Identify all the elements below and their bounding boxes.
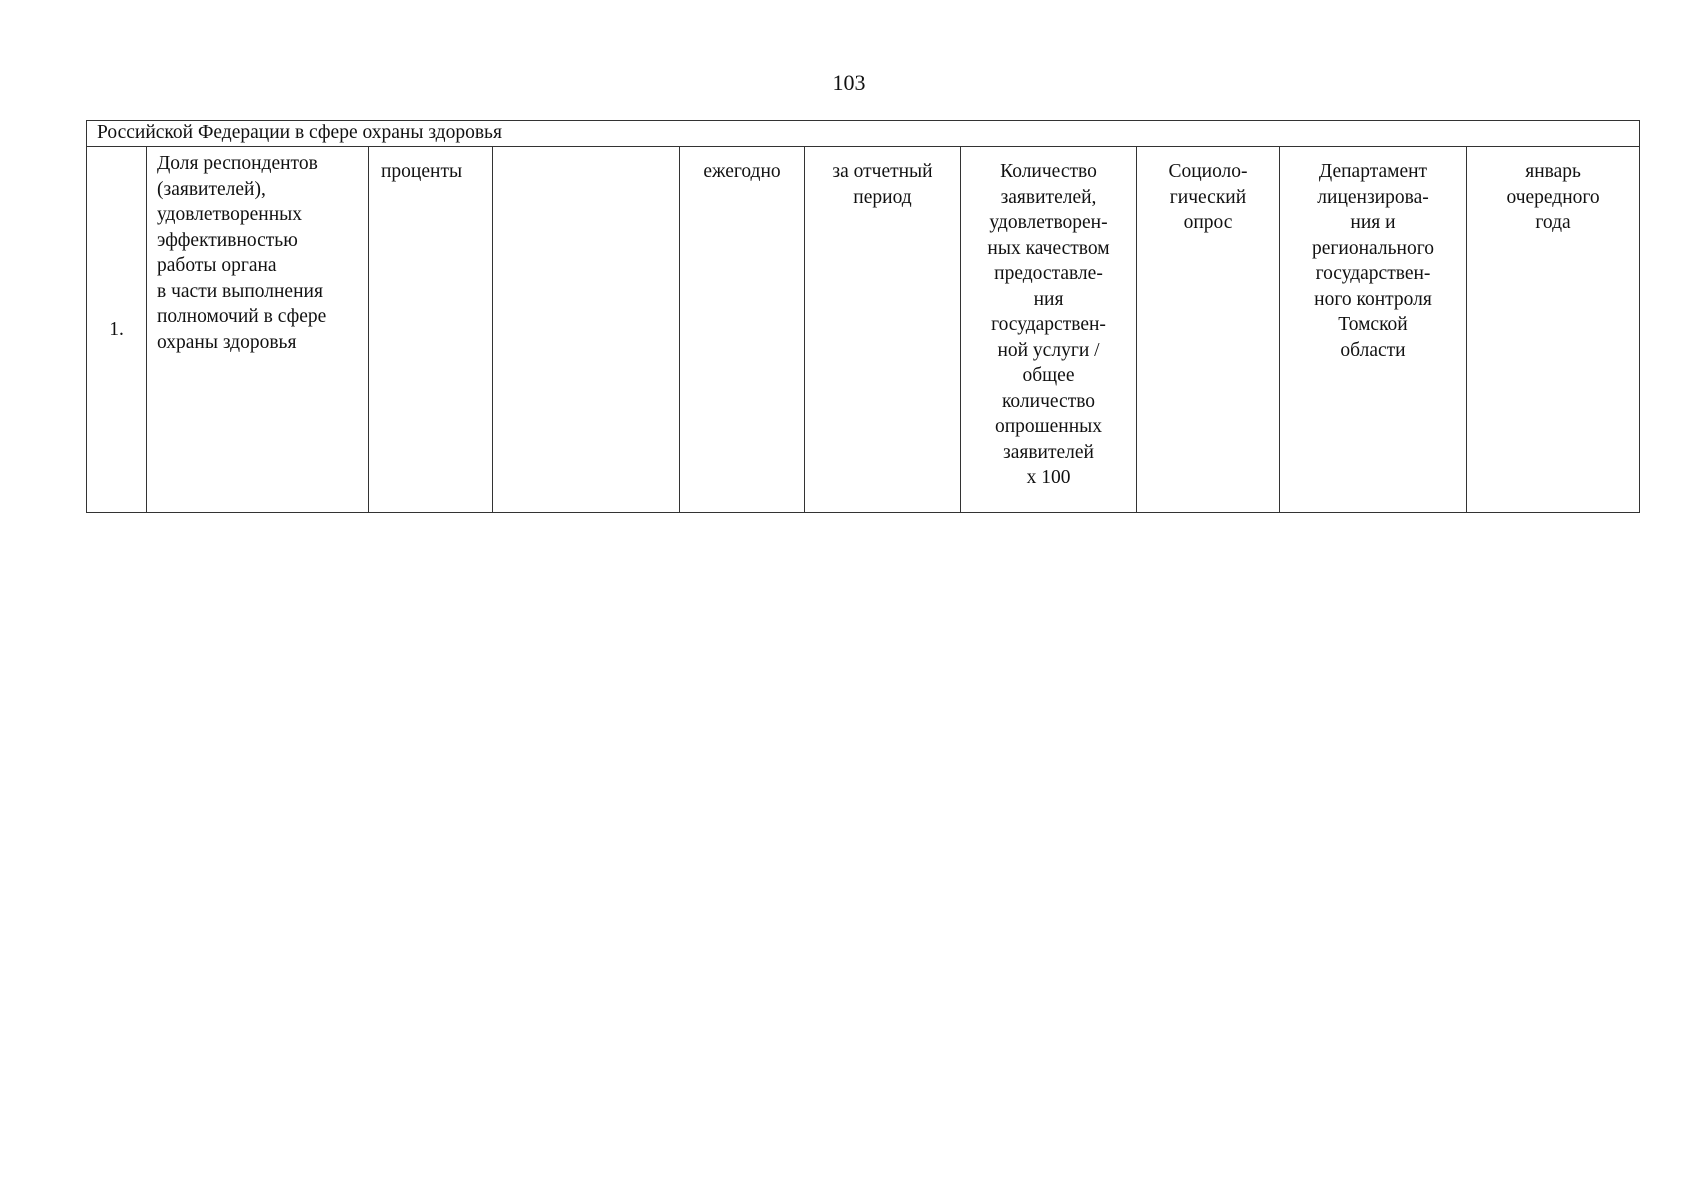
unit-value: проценты bbox=[381, 161, 463, 182]
indicators-table bbox=[86, 120, 1640, 513]
indicator-cell bbox=[147, 147, 369, 513]
frequency-cell bbox=[680, 147, 805, 513]
method-text: Социоло- гический опрос bbox=[1168, 161, 1248, 233]
unit-cell bbox=[369, 147, 493, 513]
section-title: Российской Федерации в сфере охраны здоровья bbox=[87, 121, 1640, 147]
indicator-name: Доля респондентов (заявителей), удовлетворенных эффективностью работы органа в части выполнения полномочий в сфере охраны здоровья bbox=[157, 153, 327, 353]
period-text: за отчетный период bbox=[832, 161, 933, 208]
page-number: 103 bbox=[832, 70, 866, 95]
row-number: 1. bbox=[109, 318, 124, 340]
frequency-text: ежегодно bbox=[703, 161, 781, 182]
responsible-cell bbox=[1280, 147, 1467, 513]
responsible-text: Департамент лицензирова- ния и регионального государствен- ного контроля Томской области bbox=[1312, 161, 1434, 361]
value-cell bbox=[493, 147, 680, 513]
period-cell bbox=[805, 147, 961, 513]
deadline-cell bbox=[1467, 147, 1640, 513]
method-cell bbox=[1137, 147, 1280, 513]
table-row bbox=[87, 147, 1640, 513]
deadline-text: январь очередного года bbox=[1506, 161, 1600, 233]
formula-text: Количество заявителей, удовлетворен- ных качеством предоставле- ния государствен- ной услуги / общее количество опрошенных заявителей x 100 bbox=[987, 161, 1110, 488]
row-number-cell bbox=[87, 147, 147, 513]
formula-cell bbox=[961, 147, 1137, 513]
section-row bbox=[87, 121, 1640, 147]
